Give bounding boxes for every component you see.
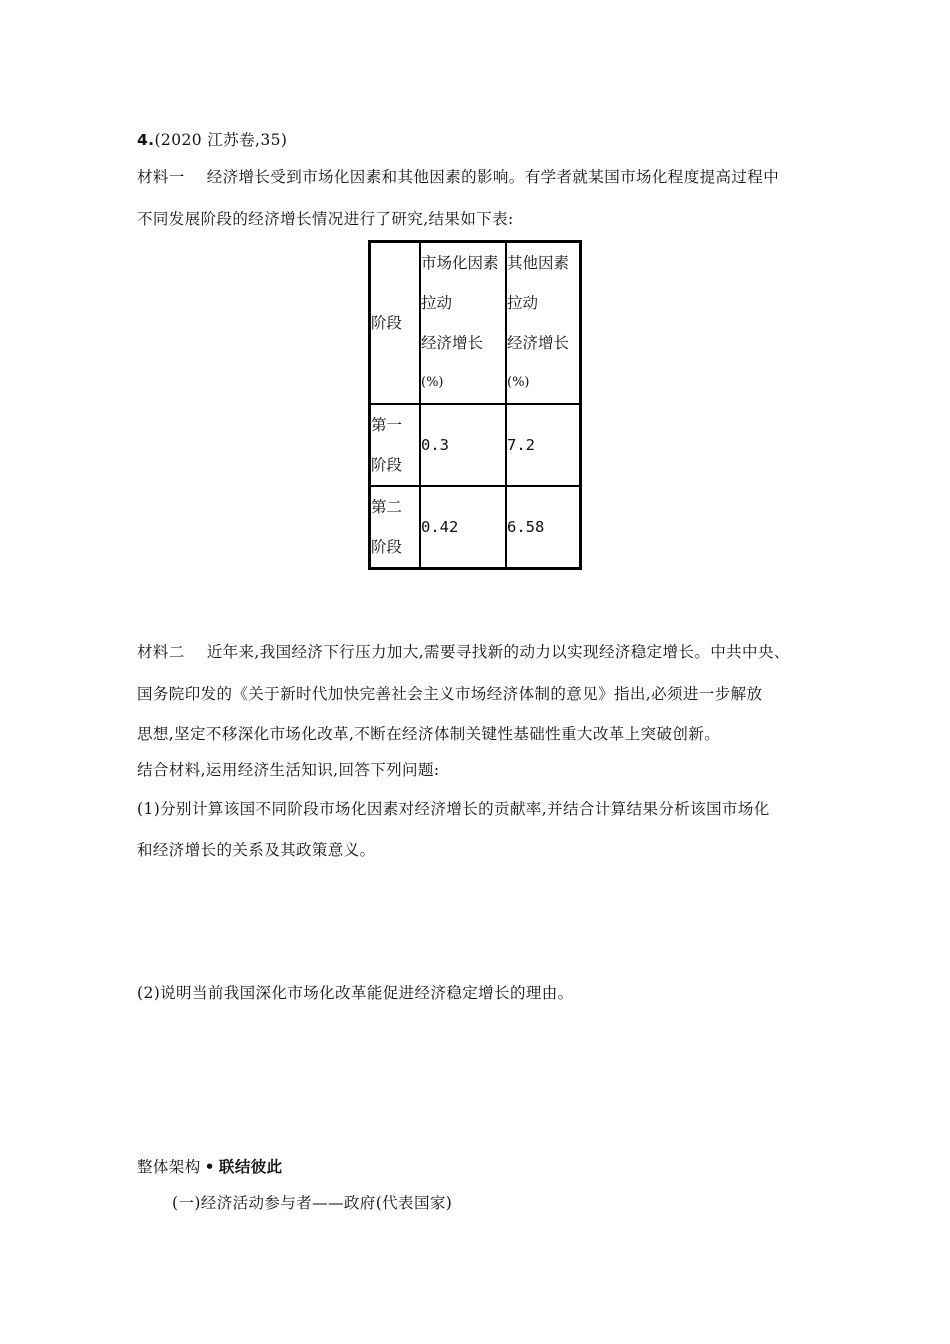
material2-line3: 思想,坚定不移深化市场化改革,不断在经济体制关键性基础性重大改革上突破创新。 (137, 725, 721, 743)
header-stage: 阶段 (371, 314, 403, 332)
q1-line1: (1)分别计算该国不同阶段市场化因素对经济增长的贡献率,并结合计算结果分析该国市场化 (137, 800, 770, 818)
header-other-line: (%) (507, 375, 530, 390)
header-market-line: 拉动 (421, 294, 453, 312)
question-header (137, 128, 287, 150)
data-table (368, 240, 582, 570)
material2-line2: 国务院印发的《关于新时代加快完善社会主义市场经济体制的意见》指出,必须进一步解放 (137, 685, 763, 703)
section-title (137, 1155, 283, 1177)
material2-text1: 近年来,我国经济下行压力加大,需要寻找新的动力以实现经济稳定增长。中共中央、 (206, 643, 790, 661)
row2-stage-line: 阶段 (371, 538, 403, 556)
material1-label: 材料一 (137, 168, 185, 186)
material1-line2: 不同发展阶段的经济增长情况进行了研究,结果如下表: (137, 210, 514, 228)
header-other-line: 其他因素 (507, 254, 570, 272)
table-row (370, 404, 581, 486)
row2-stage-cell (370, 486, 421, 569)
row1-stage-cell (370, 404, 421, 486)
q2-text: (2)说明当前我国深化市场化改革能促进经济稳定增长的理由。 (137, 984, 574, 1002)
section-title-plain: 整体架构 (137, 1158, 201, 1176)
header-other-line: 拉动 (507, 294, 539, 312)
question-number: 4. (137, 131, 155, 149)
header-market-line: (%) (421, 375, 444, 390)
table-header-row (370, 242, 581, 405)
material1-text1: 经济增长受到市场化因素和其他因素的影响。有学者就某国市场化程度提高过程中 (206, 168, 780, 186)
header-market-line: 市场化因素 (421, 254, 499, 272)
header-market-line: 经济增长 (421, 334, 484, 352)
header-market-cell (420, 242, 506, 405)
q1-line2: 和经济增长的关系及其政策意义。 (137, 841, 376, 859)
material2-label: 材料二 (137, 643, 185, 661)
header-stage-cell (370, 242, 421, 405)
row1-other-value: 7.2 (506, 404, 581, 486)
row2-market-value: 0.42 (420, 486, 506, 569)
row2-other-value: 6.58 (506, 486, 581, 569)
header-other-cell (506, 242, 581, 405)
question-source: (2020 江苏卷,35) (154, 131, 288, 149)
instruction-text: 结合材料,运用经济生活知识,回答下列问题: (137, 761, 440, 779)
material1-line1 (137, 165, 779, 187)
section-bullet: • (204, 1158, 215, 1176)
row2-stage-line: 第二 (371, 498, 403, 516)
row1-stage-line: 第一 (371, 416, 403, 434)
material2-line1 (137, 640, 790, 662)
row1-stage-line: 阶段 (371, 456, 403, 474)
header-other-line: 经济增长 (507, 334, 570, 352)
table-row (370, 486, 581, 569)
row1-market-value: 0.3 (420, 404, 506, 486)
section-title-bold: 联结彼此 (218, 1158, 283, 1176)
section-subtitle: (一)经济活动参与者——政府(代表国家) (172, 1194, 453, 1212)
